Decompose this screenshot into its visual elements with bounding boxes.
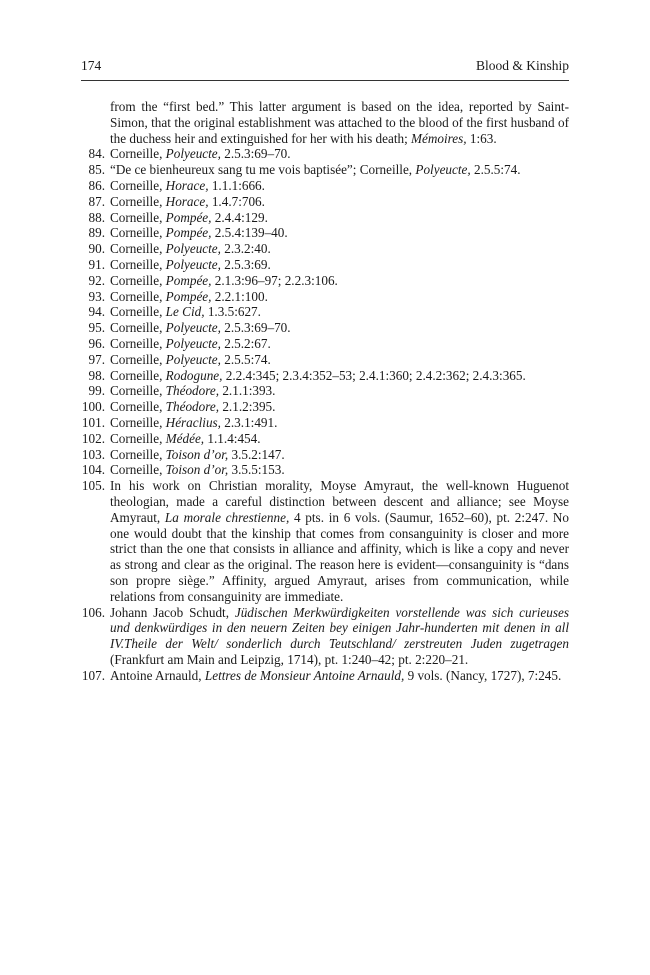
note-text-run: Corneille, (110, 241, 166, 257)
endnote-text (110, 289, 569, 305)
endnote-text (110, 257, 569, 273)
note-text-run: 3.5.2:147. (228, 446, 285, 462)
note-text-run: 1:63. (466, 130, 497, 146)
note-text-run: 1.4.7:706. (208, 193, 265, 209)
endnote (81, 241, 569, 257)
note-text-run: Corneille, (110, 446, 166, 462)
endnote-number: 95. (88, 320, 105, 336)
endnote (81, 320, 569, 336)
italic-title: Héraclius, (165, 414, 221, 430)
note-text-run: 2.5.3:69–70. (220, 146, 291, 162)
endnotes-list (81, 99, 569, 683)
endnote (81, 225, 569, 241)
endnote-number: 89. (88, 225, 105, 241)
page-header (81, 58, 569, 78)
note-text-run: Corneille, (110, 272, 166, 288)
endnote-text (110, 99, 569, 146)
endnote (81, 478, 569, 604)
note-text-run: 2.1.2:395. (219, 399, 276, 415)
note-text-run: Corneille, (110, 288, 166, 304)
note-text-run: 2.5.5:74. (220, 351, 271, 367)
endnote-text (110, 447, 569, 463)
italic-title: Médée, (165, 430, 205, 446)
italic-title: Polyeucte, (165, 146, 221, 162)
endnote (81, 668, 569, 684)
italic-title: Théodore, (165, 383, 220, 399)
italic-title: Polyeucte, (165, 256, 221, 272)
endnote-text (110, 304, 569, 320)
note-text-run: Corneille, (110, 209, 166, 225)
note-text-run: 2.5.3:69. (220, 256, 271, 272)
note-text-run: Corneille, (110, 146, 166, 162)
endnote-text (110, 146, 569, 162)
endnote-number: 91. (88, 256, 105, 272)
note-text-run: 2.5.3:69–70. (220, 320, 291, 336)
note-text-run: Corneille, (110, 225, 166, 241)
endnote-text (110, 352, 569, 368)
endnote-number: 87. (88, 193, 105, 209)
italic-title: Jüdischen Merkwürdigkeiten vorstellende was sich curieuses und denkwürdiges in den neuern Zeiten bey einigen Jahr-hunderten mit denen in all IV.Theile der Welt/ sonderlich durch Teutschland/ zerstreuten Juden zugetragen (110, 604, 569, 652)
endnote (81, 415, 569, 431)
endnote-text (110, 178, 569, 194)
note-text-run: 2.5.2:67. (220, 335, 271, 351)
note-text-run: 2.3.1:491. (220, 414, 278, 430)
note-text-run: Corneille, (110, 177, 166, 193)
italic-title: Horace, (165, 193, 209, 209)
endnote (81, 289, 569, 305)
endnote (81, 462, 569, 478)
note-text-run: 1.1.1:666. (208, 177, 265, 193)
note-text-run: from the “first bed.” This latter argument is based on the idea, reported by Saint-Simon, that the original establishment was attached to the blood of the first husband of the duchess heir and extinguished for her with his death; (110, 99, 569, 146)
note-text-run: (Frankfurt am Main and Leipzig, 1714), pt. 1:240–42; pt. 2:220–21. (110, 651, 469, 667)
note-text-run: 2.3.2:40. (220, 241, 271, 257)
italic-title: Pompée, (165, 209, 212, 225)
endnote (81, 178, 569, 194)
endnote-number: 96. (88, 335, 105, 351)
note-text-run: Corneille, (110, 304, 166, 320)
italic-title: Toison d’or, (165, 462, 229, 478)
endnote-number: 92. (88, 272, 105, 288)
italic-title: Rodogune, (165, 367, 223, 383)
note-text-run: 1.1.4:454. (204, 430, 261, 446)
note-text-run: 4 pts. in 6 vols. (Saumur, 1652–60), pt. 2:247. No one would doubt that the kinship that comes from consanguinity is closer and more strict than the one that consists in alliance and affinity, which is like a copy and never as strong and clear as the original. The reason here is evident—consanguinity is “dans son propre siège.” Affinity, argued Amyraut, arises from communication, while relations from consanguinity are immediate. (110, 509, 569, 604)
note-text-run: 2.5.5:74. (470, 162, 521, 178)
note-text-run: 3.5.5:153. (228, 462, 285, 478)
note-text-run: 2.1.1:393. (219, 383, 276, 399)
endnote-text (110, 162, 569, 178)
italic-title: Pompée, (165, 272, 212, 288)
note-text-run: Corneille, (110, 335, 166, 351)
endnote (81, 431, 569, 447)
note-text-run: Corneille, (110, 383, 166, 399)
header-rule (81, 80, 569, 81)
note-text-run: 2.4.4:129. (211, 209, 268, 225)
note-text-run: “De ce bienheureux sang tu me vois baptisée”; Corneille, (110, 162, 416, 178)
endnote (81, 447, 569, 463)
endnote-number: 101. (81, 414, 105, 430)
endnote (81, 162, 569, 178)
endnote-number: 104. (81, 462, 105, 478)
endnote (81, 257, 569, 273)
italic-title: Toison d’or, (165, 446, 229, 462)
endnote-number: 88. (88, 209, 105, 225)
endnote-number: 105. (81, 478, 105, 494)
endnote-number: 97. (88, 351, 105, 367)
endnote-text (110, 668, 569, 684)
note-text-run: Corneille, (110, 256, 166, 272)
endnote-number: 84. (88, 146, 105, 162)
italic-title: Horace, (165, 177, 209, 193)
italic-title: Polyeucte, (165, 335, 221, 351)
note-text-run: Antoine Arnauld, (110, 667, 205, 683)
italic-title: Le Cid, (165, 304, 205, 320)
endnote-text (110, 462, 569, 478)
endnote-number: 94. (88, 304, 105, 320)
note-text-run: Corneille, (110, 351, 166, 367)
endnote-number: 107. (81, 667, 105, 683)
endnote-text (110, 368, 569, 384)
endnote-text (110, 605, 569, 668)
endnote-number: 106. (81, 604, 105, 620)
note-text-run: Corneille, (110, 430, 166, 446)
italic-title: Théodore, (165, 399, 220, 415)
endnote (81, 336, 569, 352)
note-text-run: Corneille, (110, 414, 166, 430)
italic-title: Mémoires, (411, 130, 467, 146)
endnote-text (110, 194, 569, 210)
endnote (81, 273, 569, 289)
endnote (81, 99, 569, 146)
endnote-text (110, 431, 569, 447)
note-text-run: Corneille, (110, 320, 166, 336)
endnote-number: 100. (81, 399, 105, 415)
note-text-run: 2.5.4:139–40. (211, 225, 288, 241)
note-text-run: 9 vols. (Nancy, 1727), 7:245. (404, 667, 562, 683)
italic-title: Pompée, (165, 225, 212, 241)
endnote (81, 304, 569, 320)
italic-title: Pompée, (165, 288, 212, 304)
endnote-number: 93. (88, 288, 105, 304)
endnote-text (110, 225, 569, 241)
endnote-number: 86. (88, 177, 105, 193)
italic-title: Lettres de Monsieur Antoine Arnauld, (204, 667, 405, 683)
endnote-text (110, 399, 569, 415)
note-text-run: In his work on Christian morality, Moyse Amyraut, the well-known Huguenot theologian, made a careful distinction between descent and alliance; see Moyse Amyraut, (110, 478, 569, 525)
endnote (81, 146, 569, 162)
italic-title: Polyeucte, (415, 162, 471, 178)
note-text-run: 1.3.5:627. (204, 304, 261, 320)
endnote (81, 194, 569, 210)
endnote (81, 210, 569, 226)
endnote (81, 383, 569, 399)
page-number: 174 (81, 58, 102, 73)
note-text-run: 2.1.3:96–97; 2.2.3:106. (211, 272, 338, 288)
endnote-text (110, 320, 569, 336)
endnote-number: 90. (88, 241, 105, 257)
note-text-run: Corneille, (110, 462, 166, 478)
note-text-run: 2.2.4:345; 2.3.4:352–53; 2.4.1:360; 2.4.2:362; 2.4.3:365. (222, 367, 526, 383)
endnote (81, 605, 569, 668)
note-text-run: Corneille, (110, 193, 166, 209)
endnote-text (110, 478, 569, 604)
endnote-number: 98. (88, 367, 105, 383)
note-text-run: 2.2.1:100. (211, 288, 268, 304)
note-text-run: Corneille, (110, 367, 166, 383)
endnote-text (110, 273, 569, 289)
endnote-text (110, 336, 569, 352)
italic-title: Polyeucte, (165, 241, 221, 257)
italic-title: La morale chrestienne, (164, 509, 290, 525)
endnote-text (110, 241, 569, 257)
endnote-number: 85. (88, 162, 105, 178)
italic-title: Polyeucte, (165, 351, 221, 367)
endnote-number: 102. (81, 430, 105, 446)
note-text-run: Corneille, (110, 399, 166, 415)
endnote-text (110, 415, 569, 431)
endnote-number: 99. (88, 383, 105, 399)
endnote-text (110, 210, 569, 226)
endnote (81, 368, 569, 384)
endnote (81, 352, 569, 368)
running-title: Blood & Kinship (475, 58, 569, 73)
endnote (81, 399, 569, 415)
endnote-text (110, 383, 569, 399)
endnote-number: 103. (81, 446, 105, 462)
note-text-run: Johann Jacob Schudt, (110, 604, 235, 620)
italic-title: Polyeucte, (165, 320, 221, 336)
